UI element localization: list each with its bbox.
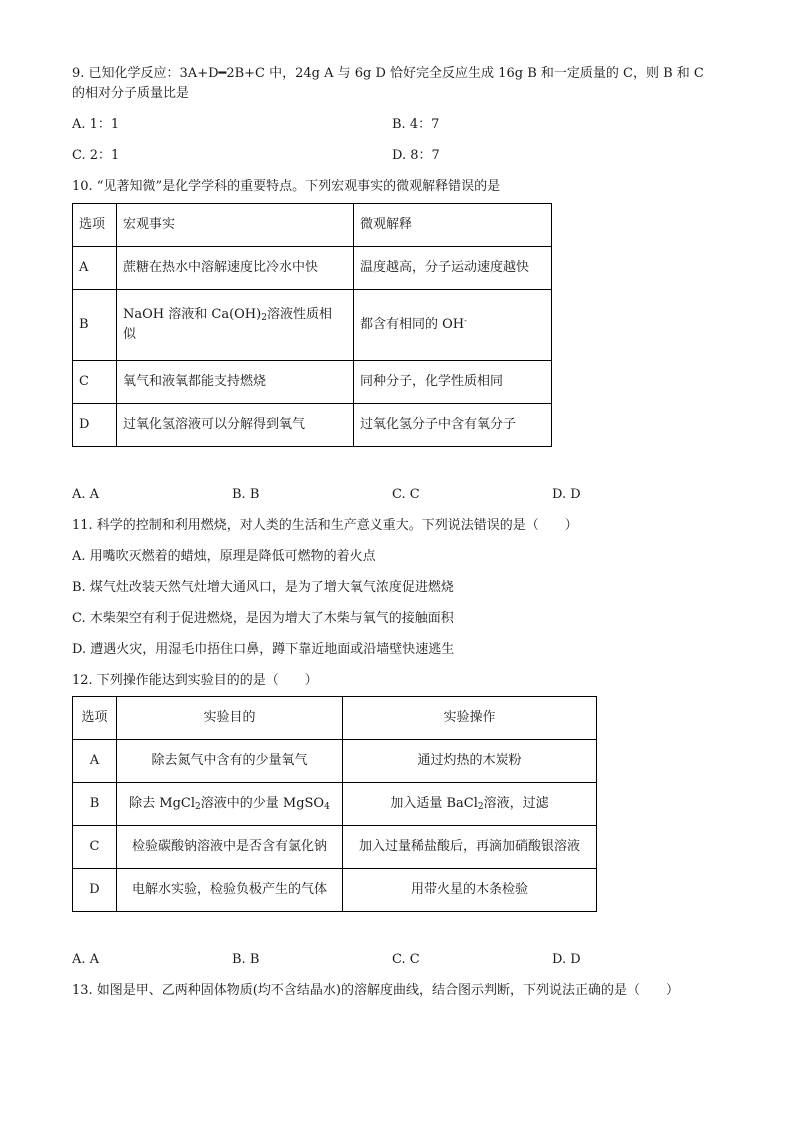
row-operation: 通过灼热的木炭粉	[343, 740, 597, 783]
table-row	[73, 290, 552, 361]
row-operation: 用带火星的木条检验	[343, 869, 597, 912]
q9-option-a: A. 1：1	[72, 117, 120, 132]
row-goal: 检验碳酸钠溶液中是否含有氯化钠	[117, 826, 343, 869]
header-operation: 实验操作	[343, 697, 597, 740]
q12-option-b: B. B	[232, 952, 260, 967]
q12-option-d: D. D	[552, 952, 581, 967]
q9-option-b: B. 4：7	[392, 117, 440, 132]
row-option: C	[73, 361, 117, 404]
header-option: 选项	[73, 697, 117, 740]
question-12	[72, 671, 712, 970]
header-option: 选项	[73, 204, 117, 247]
table-row	[73, 740, 597, 783]
row-option: A	[73, 740, 117, 783]
row-goal: 除去氮气中含有的少量氧气	[117, 740, 343, 783]
q10-options	[72, 485, 712, 505]
table-header-row	[73, 204, 552, 247]
table-row	[73, 783, 597, 826]
q13-stem: 13. 如图是甲、乙两种固体物质(均不含结晶水)的溶解度曲线，结合图示判断，下列说法正确的是（ ）	[72, 983, 679, 998]
q10-option-c: C. C	[392, 487, 420, 502]
row-explanation: 同种分子，化学性质相同	[354, 361, 552, 404]
q9-option-d: D. 8：7	[392, 148, 440, 163]
q11-option-b: B. 煤气灶改装天然气灶增大通风口，是为了增大氧气浓度促进燃烧	[72, 580, 454, 595]
q10-option-b: B. B	[232, 487, 260, 502]
row-goal: 电解水实验，检验负极产生的气体	[117, 869, 343, 912]
row-option: C	[73, 826, 117, 869]
row-explanation: 都含有相同的 OH-	[354, 290, 552, 361]
q11-option-a: A. 用嘴吹灭燃着的蜡烛，原理是降低可燃物的着火点	[72, 549, 376, 564]
q11-option-c: C. 木柴架空有利于促进燃烧，是因为增大了木柴与氧气的接触面积	[72, 611, 454, 626]
row-fact: 蔗糖在热水中溶解速度比冷水中快	[117, 247, 354, 290]
row-fact: 过氧化氢溶液可以分解得到氧气	[117, 404, 354, 447]
q9-options-row1	[72, 115, 712, 135]
row-operation: 加入过量稀盐酸后，再滴加硝酸银溶液	[343, 826, 597, 869]
row-option: D	[73, 869, 117, 912]
table-row	[73, 361, 552, 404]
table-header-row	[73, 697, 597, 740]
q9-option-c: C. 2：1	[72, 148, 120, 163]
q10-stem: 10. “见著知微”是化学学科的重要特点。下列宏观事实的微观解释错误的是	[72, 179, 501, 194]
question-10	[72, 177, 712, 505]
q12-table	[72, 696, 597, 912]
question-13	[72, 981, 712, 1001]
header-micro-explanation: 微观解释	[354, 204, 552, 247]
row-goal: 除去 MgCl$_2$溶液中的少量 MgSO$_4$	[117, 783, 343, 826]
question-9	[72, 64, 712, 166]
q12-option-a: A. A	[72, 952, 100, 967]
question-11	[72, 516, 712, 660]
q12-stem: 12. 下列操作能达到实验目的的是（ ）	[72, 673, 318, 688]
q11-option-d: D. 遭遇火灾，用湿毛巾捂住口鼻，蹲下靠近地面或沿墙壁快速逃生	[72, 642, 455, 657]
row-option: A	[73, 247, 117, 290]
row-operation: 加入适量 BaCl$_2$溶液，过滤	[343, 783, 597, 826]
table-row	[73, 404, 552, 447]
q9-stem-line1: 9. 已知化学反应：3A+D━2B+C 中，24g A 与 6g D 恰好完全反应生成 16g B 和一定质量的 C，则 B 和 C	[72, 66, 704, 81]
row-explanation: 过氧化氢分子中含有氧分子	[354, 404, 552, 447]
row-option: D	[73, 404, 117, 447]
table-row	[73, 826, 597, 869]
row-fact: NaOH 溶液和 $Ca(OH)_2$溶液性质相 似	[117, 290, 354, 361]
row-explanation: 温度越高，分子运动速度越快	[354, 247, 552, 290]
q10-option-a: A. A	[72, 487, 100, 502]
q9-options-row2	[72, 146, 712, 166]
q9-stem-line2: 的相对分子质量比是	[72, 86, 190, 101]
table-row	[73, 869, 597, 912]
header-goal: 实验目的	[117, 697, 343, 740]
q10-option-d: D. D	[552, 487, 581, 502]
q12-option-c: C. C	[392, 952, 420, 967]
exam-page	[72, 64, 712, 1001]
row-option: B	[73, 783, 117, 826]
q10-table	[72, 203, 552, 447]
table-row	[73, 247, 552, 290]
q11-stem: 11. 科学的控制和利用燃烧，对人类的生活和生产意义重大。下列说法错误的是（ ）	[72, 518, 578, 533]
row-option: B	[73, 290, 117, 361]
header-macro-fact: 宏观事实	[117, 204, 354, 247]
row-fact: 氧气和液氧都能支持燃烧	[117, 361, 354, 404]
q12-options	[72, 950, 712, 970]
